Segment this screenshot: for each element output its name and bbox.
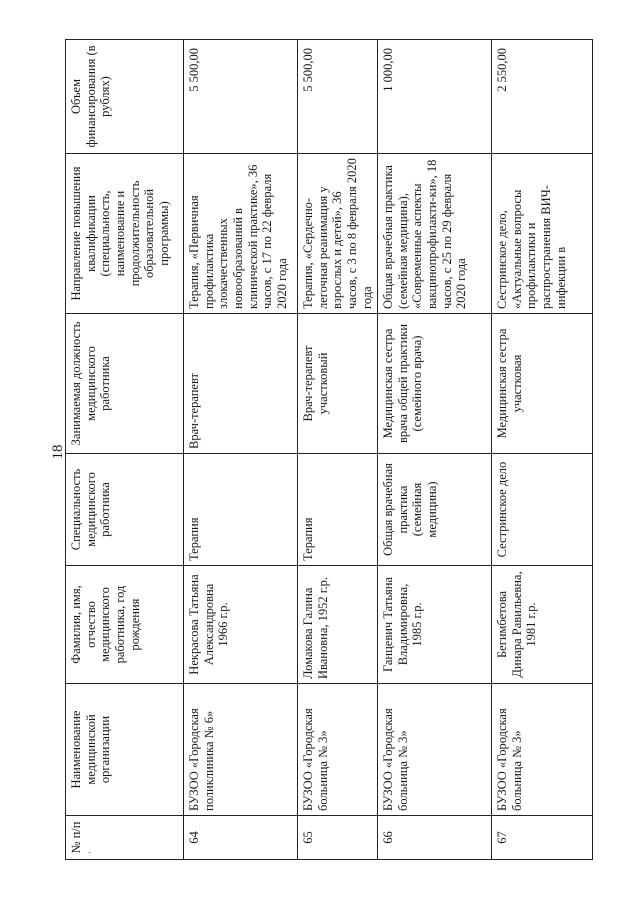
row-num: 67 (492, 816, 593, 860)
table-row (184, 40, 298, 860)
row-specialty: Терапия (184, 454, 298, 566)
row-amount: 5 500,00 (184, 40, 298, 154)
row-training: Терапия, «Сердечно-легочная реанимация у взрослых и детей», 36 часов, с 3 по 8 февраля 2020 года (298, 154, 378, 314)
page-number: 18 (50, 444, 66, 460)
row-training: Терапия, «Первичная профилактика злокачественных новообразований в клинической практике», 36 часов, с 17 по 22 февраля 2020 года (184, 154, 298, 314)
row-org: БУЗОО «Городская поликлиника № 6» (184, 684, 298, 816)
row-position: Врач-терапевт участковый (298, 314, 378, 454)
row-num: 64 (184, 816, 298, 860)
header-name: Фамилия, имя, отчество медицинского работника, год рождения (66, 566, 184, 684)
row-training: Сестринское дело, «Актуальные вопросы профилактики и распространения ВИЧ-инфекции в (492, 154, 593, 314)
row-num: 66 (378, 816, 492, 860)
row-name: Некрасова Татьяна Александровна 1966 г.р. (184, 566, 298, 684)
stray-mark: , (82, 847, 93, 855)
row-position: Врач-терапевт (184, 314, 298, 454)
row-org: БУЗОО «Городская больница № 3» (492, 684, 593, 816)
row-name: Ганцевич Татьяна Владимировна, 1985 г.р. (378, 566, 492, 684)
row-training: Общая врачебная практика (семейная медицина), «Современные аспекты вакцинопрофилакти-ки», 18 часов, с 25 по 29 февраля 2020 года (378, 154, 492, 314)
row-specialty: Сестринское дело (492, 454, 593, 566)
row-num: 65 (298, 816, 378, 860)
header-org: Наименование медицинской организации (66, 684, 184, 816)
row-name: Бегимбетова Динара Равильевна, 1981 г.р. (492, 566, 593, 684)
staff-training-table (65, 39, 593, 860)
row-specialty: Общая врачебная практика (семейная медицина) (378, 454, 492, 566)
rotated-table-wrapper (65, 40, 585, 860)
row-amount: 1 000,00 (378, 40, 492, 154)
row-amount: 2 550,00 (492, 40, 593, 154)
table-row (378, 40, 492, 860)
row-amount: 5 500,00 (298, 40, 378, 154)
header-num: № п/п (66, 816, 184, 860)
row-name: Ломакова Галина Ивановна, 1952 г.р. (298, 566, 378, 684)
row-org: БУЗОО «Городская больница № 3» (298, 684, 378, 816)
table-row (492, 40, 593, 860)
row-specialty: Терапия (298, 454, 378, 566)
row-position: Медицинская сестра врача общей практики (семейного врача) (378, 314, 492, 454)
header-training: Направление повышения квалификации (специальность, наименование и продолжительность образовательной программы) (66, 154, 184, 314)
row-org: БУЗОО «Городская больница № 3» (378, 684, 492, 816)
header-amount: Объем финансирования (в рублях) (66, 40, 184, 154)
header-specialty: Специальность медицинского работника (66, 454, 184, 566)
header-position: Занимаемая должность медицинского работника (66, 314, 184, 454)
row-position: Медицинская сестра участковая (492, 314, 593, 454)
header-row (66, 40, 184, 860)
table-row (298, 40, 378, 860)
